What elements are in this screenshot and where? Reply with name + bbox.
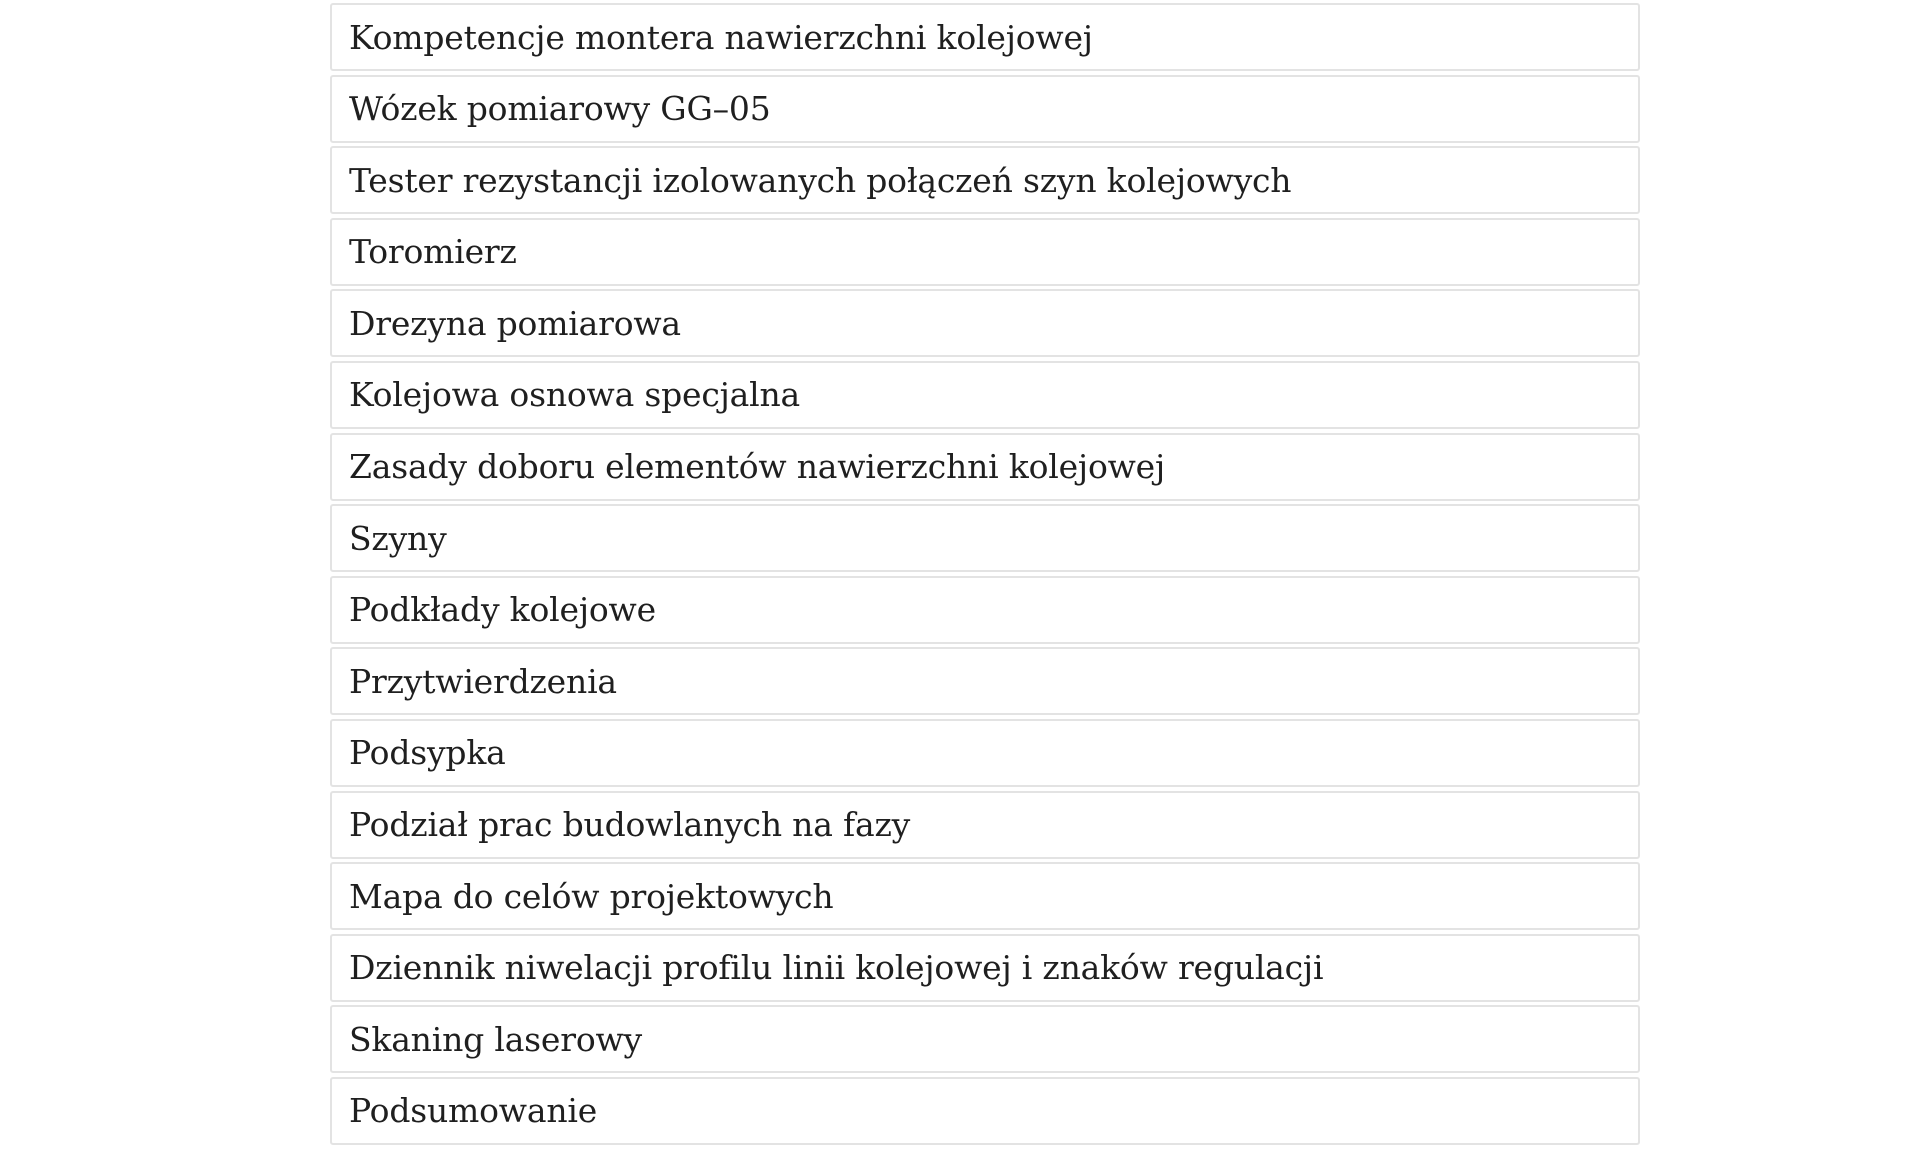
list-item-label: Mapa do celów projektowych (349, 876, 834, 916)
list-item-label: Szyny (349, 518, 447, 558)
list-item-label: Wózek pomiarowy GG–05 (349, 89, 771, 129)
list-item[interactable] (330, 75, 1640, 143)
list-item[interactable] (330, 433, 1640, 501)
list-item[interactable] (330, 934, 1640, 1002)
list-item-label: Podsypka (349, 733, 506, 773)
chapter-list (330, 3, 1640, 1149)
list-item-label: Zasady doboru elementów nawierzchni kolejowej (349, 447, 1166, 487)
list-item-label: Podsumowanie (349, 1091, 598, 1131)
list-item[interactable] (330, 218, 1640, 286)
list-item[interactable] (330, 146, 1640, 214)
list-item-label: Podział prac budowlanych na fazy (349, 805, 911, 845)
list-item-label: Dziennik niwelacji profilu linii kolejowej i znaków regulacji (349, 948, 1324, 988)
list-item[interactable] (330, 647, 1640, 715)
list-item-label: Kolejowa osnowa specjalna (349, 375, 801, 415)
list-item[interactable] (330, 719, 1640, 787)
list-item[interactable] (330, 576, 1640, 644)
list-item-label: Skaning laserowy (349, 1019, 642, 1059)
list-item[interactable] (330, 361, 1640, 429)
list-item[interactable] (330, 504, 1640, 572)
list-item-label: Drezyna pomiarowa (349, 303, 681, 343)
list-item-label: Tester rezystancji izolowanych połączeń szyn kolejowych (349, 160, 1292, 200)
list-item-label: Toromierz (349, 232, 517, 272)
list-item[interactable] (330, 862, 1640, 930)
list-item-label: Przytwierdzenia (349, 661, 617, 701)
list-item[interactable] (330, 1005, 1640, 1073)
list-item[interactable] (330, 1077, 1640, 1145)
list-item[interactable] (330, 791, 1640, 859)
list-item[interactable] (330, 3, 1640, 71)
list-item[interactable] (330, 289, 1640, 357)
list-item-label: Podkłady kolejowe (349, 590, 656, 630)
list-item-label: Kompetencje montera nawierzchni kolejowej (349, 17, 1093, 57)
